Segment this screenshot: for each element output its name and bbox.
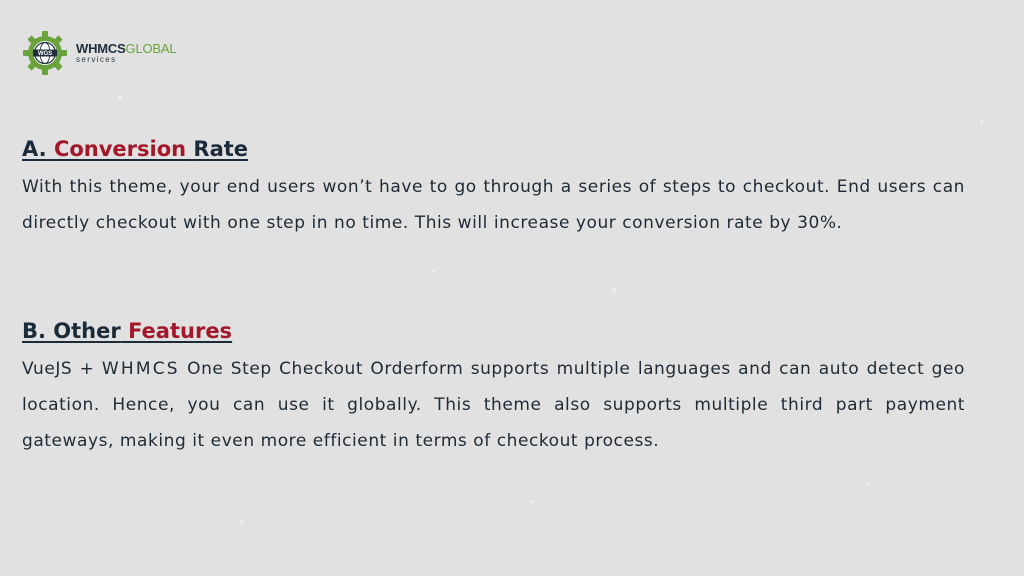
company-logo (20, 28, 176, 78)
heading-accent: Features (128, 319, 233, 343)
section-heading (22, 317, 965, 345)
section-heading (22, 135, 965, 163)
heading-prefix: B. Other (22, 319, 121, 343)
heading-prefix: A. (22, 137, 47, 161)
background-speck (530, 500, 533, 503)
logo-tagline: services (76, 55, 117, 64)
background-speck (118, 96, 122, 100)
logo-mark-text: WGS (37, 51, 53, 58)
logo-wordmark (76, 42, 176, 64)
body-spaced-word: WHMCS (101, 359, 180, 379)
body-lead: VueJS + (22, 359, 95, 379)
background-speck (612, 288, 617, 293)
body-text: One Step Checkout Orderform supports multiple languages and can auto detect geo location. Hence, you can use it globally. This theme also supports multiple third part payment gateways, making it even more efficient in terms of checkout process. (22, 359, 965, 451)
heading-accent: Conversion (53, 137, 187, 161)
heading-rest: Rate (193, 137, 249, 161)
logo-name-part1: WHMCS (76, 41, 126, 56)
background-speck (980, 120, 983, 123)
section-conversion-rate (22, 135, 965, 241)
background-speck (240, 520, 244, 524)
background-speck (866, 482, 869, 485)
section-other-features (22, 317, 965, 459)
section-body (22, 351, 965, 459)
background-speck (432, 270, 435, 273)
logo-name-part2: GLOBAL (125, 41, 177, 56)
gear-globe-logo-icon (20, 28, 70, 78)
section-body: With this theme, your end users won’t have to go through a series of steps to checkout. End users can directly checkout with one step in no time. This will increase your conversion rate by 30%. (22, 177, 965, 233)
